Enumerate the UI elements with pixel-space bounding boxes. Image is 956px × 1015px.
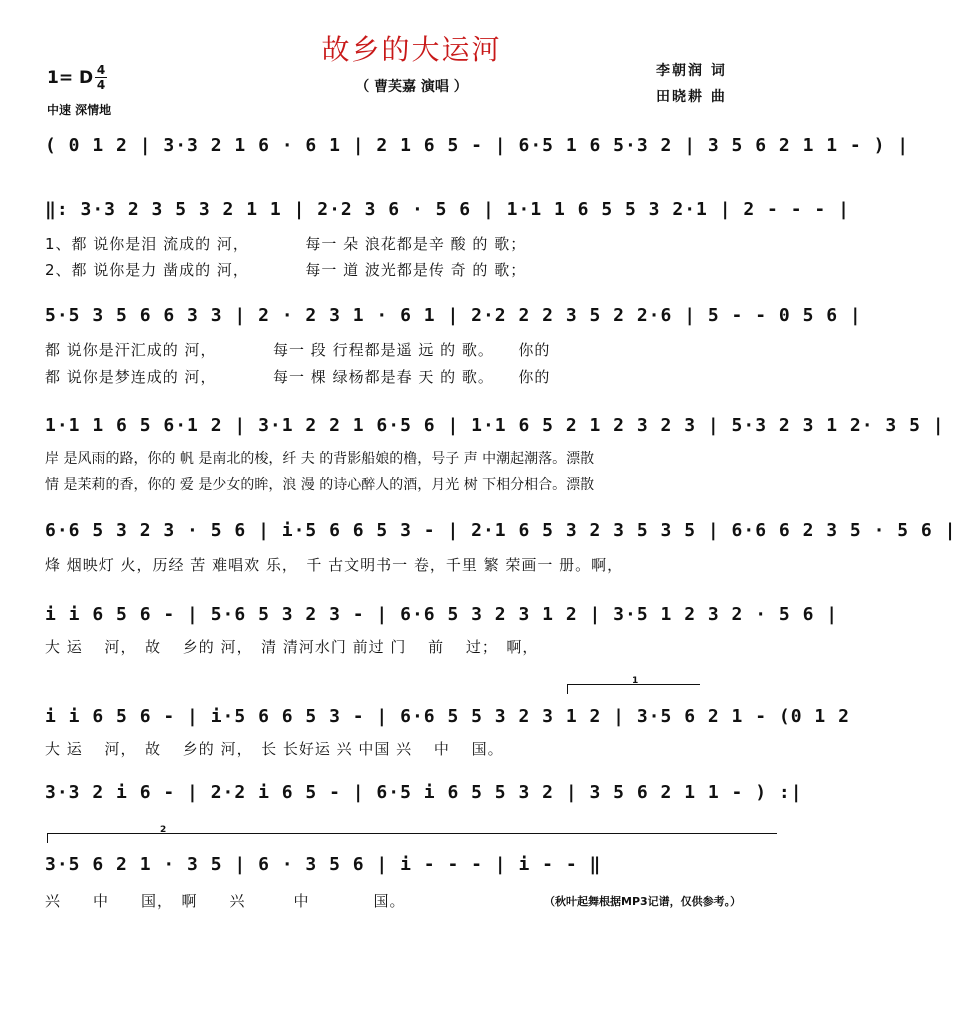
lyric-line: 2、都 说你是力 凿成的 河， 每一 道 波光都是传 奇 的 歌； — [45, 261, 527, 279]
notation-line: ‖: 3·3 2 3 5 3 2 1 1 | 2·2 3 6 · 5 6 | 1·1 1 6 5 5 3 2·1 | 2 - - - | — [45, 199, 850, 220]
lyricist-credit: 李朝润 词 — [656, 63, 727, 79]
key-signature: 1= D — [47, 68, 94, 88]
volta-1-number: 1 — [632, 676, 639, 686]
volta-2-bracket — [47, 833, 777, 834]
lyric-line: 都 说你是汗汇成的 河， 每一 段 行程都是遥 远 的 歌。 你的 — [45, 341, 551, 359]
transcription-footnote: （秋叶起舞根据MP3记谱，仅供参考。） — [544, 895, 742, 908]
composer-credit: 田晓耕 曲 — [656, 89, 727, 105]
notation-line: 6·6 5 3 2 3 · 5 6 | i·5 6 6 5 3 - | 2·1 6 5 3 2 3 5 3 5 | 6·6 6 2 3 5 · 5 6 | — [45, 520, 956, 541]
notation-line: i i 6 5 6 - | 5·6 5 3 2 3 - | 6·6 5 3 2 3 1 2 | 3·5 1 2 3 2 · 5 6 | — [45, 604, 839, 625]
lyric-line: 烽 烟映灯 火，历经 苦 难唱欢 乐， 千 古文明书一 卷，千里 繁 荣画一 册。啊， — [45, 556, 624, 574]
notation-line: ( 0 1 2 | 3·3 2 1 6 · 6 1 | 2 1 6 5 - | 6·5 1 6 5·3 2 | 3 5 6 2 1 1 - ) | — [45, 135, 910, 156]
notation-line: 3·3 2 i 6 - | 2·2 i 6 5 - | 6·5 i 6 5 5 3 2 | 3 5 6 2 1 1 - ) :| — [45, 782, 803, 803]
singer-credit: （ 曹芙嘉 演唱 ） — [355, 79, 468, 95]
volta-2-number: 2 — [160, 825, 167, 835]
tempo-marking: 中速 深情地 — [47, 103, 112, 117]
time-bottom: 4 — [96, 78, 106, 92]
time-top: 4 — [96, 63, 106, 77]
lyric-line: 1、都 说你是泪 流成的 河， 每一 朵 浪花都是辛 酸 的 歌； — [45, 235, 527, 253]
lyric-line: 兴 中 国， 啊 兴 中 国。 — [45, 892, 406, 910]
lyric-line: 情 是茉莉的香，你的 爱 是少女的眸，浪 漫 的诗心醉人的酒，月光 树 下相分相合。漂散 — [45, 477, 595, 493]
notation-line: 5·5 3 5 6 6 3 3 | 2 · 2 3 1 · 6 1 | 2·2 2 2 3 5 2 2·6 | 5 - - 0 5 6 | — [45, 305, 862, 326]
time-signature — [95, 64, 107, 91]
lyric-line: 大 运 河， 故 乡的 河， 清 清河水门 前过 门 前 过； 啊， — [45, 638, 539, 656]
notation-line: i i 6 5 6 - | i·5 6 6 5 3 - | 6·6 5 5 3 2 3 1 2 | 3·5 6 2 1 - (0 1 2 — [45, 706, 850, 727]
notation-line: 3·5 6 2 1 · 3 5 | 6 · 3 5 6 | i - - - | i - - ‖ — [45, 854, 602, 875]
notation-line: 1·1 1 6 5 6·1 2 | 3·1 2 2 1 6·5 6 | 1·1 6 5 2 1 2 3 2 3 | 5·3 2 3 1 2· 3 5 | — [45, 415, 945, 436]
volta-2-bracket-edge — [47, 833, 48, 843]
volta-1-bracket-edge — [567, 684, 568, 694]
song-title: 故乡的大运河 — [321, 33, 502, 66]
lyric-line: 都 说你是梦连成的 河， 每一 棵 绿杨都是春 天 的 歌。 你的 — [45, 368, 551, 386]
lyric-line: 大 运 河， 故 乡的 河， 长 长好运 兴 中国 兴 中 国。 — [45, 740, 504, 758]
lyric-line: 岸 是风雨的路，你的 帆 是南北的梭，纤 夫 的背影船娘的橹，号子 声 中潮起潮落。漂散 — [45, 451, 595, 467]
